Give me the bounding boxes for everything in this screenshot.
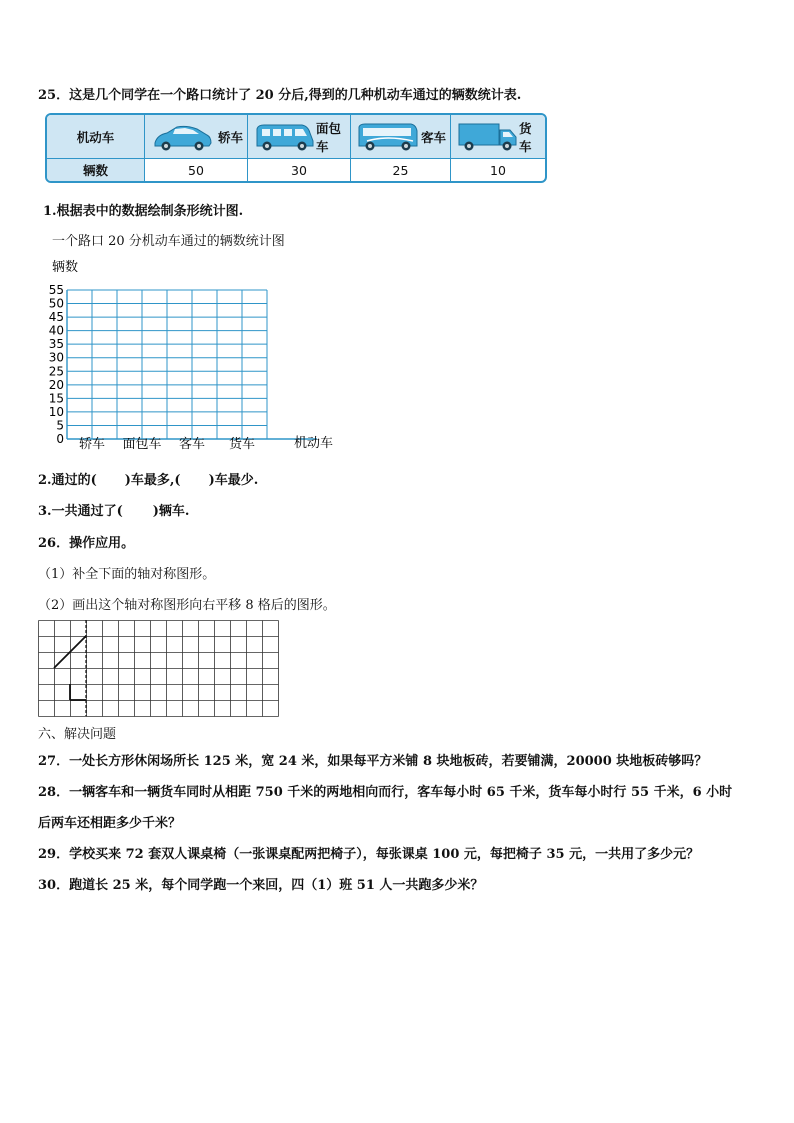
chart-x-tick-label: 轿车 bbox=[78, 437, 106, 452]
car-icon bbox=[151, 121, 213, 153]
chart-y-tick-label: 40 bbox=[48, 323, 64, 338]
chart-y-tick-label: 5 bbox=[56, 418, 64, 433]
chart-x-tick-label: 面包车 bbox=[122, 437, 162, 452]
symmetry-grid bbox=[38, 620, 286, 718]
symmetry-grid-lines bbox=[39, 621, 279, 717]
chart-y-tick-label: 25 bbox=[48, 364, 64, 379]
chart-x-tick-label: 客车 bbox=[178, 437, 206, 452]
q28-line2: 后两车还相距多少千米？ bbox=[38, 816, 182, 831]
q26-item2: （2）画出这个轴对称图形向右平移 8 格后的图形。 bbox=[38, 598, 336, 613]
q25-part3-a: 3.一共通过了( bbox=[38, 504, 123, 519]
q25-intro: 25．这是几个同学在一个路口统计了 20 分后,得到的几种机动车通过的辆数统计表. bbox=[38, 88, 522, 103]
table-header-count: 辆数 bbox=[47, 159, 145, 181]
chart-x-axis-label: 机动车 bbox=[294, 436, 334, 451]
vehicle-count-table bbox=[45, 113, 547, 183]
count-truck: 10 bbox=[490, 162, 506, 178]
count-van: 30 bbox=[248, 159, 351, 181]
bus-icon bbox=[357, 121, 419, 153]
chart-y-tick-label: 45 bbox=[48, 310, 64, 325]
q29: 29．学校买来 72 套双人课桌椅（一张课桌配两把椅子），每张课桌 100 元，每把椅子 35 元，一共用了多少元？ bbox=[38, 847, 700, 862]
bar-chart bbox=[30, 255, 360, 455]
chart-y-axis-label: 辆数 bbox=[52, 260, 79, 275]
chart-y-tick-label: 15 bbox=[48, 391, 64, 406]
count-bus: 25 bbox=[351, 159, 451, 181]
q30: 30．跑道长 25 米，每个同学跑一个来回，四（1）班 51 人一共跑多少米？ bbox=[38, 878, 484, 893]
table-header-van bbox=[248, 115, 351, 159]
q25-part3 bbox=[38, 500, 189, 519]
vehicle-label-truck: 货车 bbox=[519, 120, 532, 154]
q25-part2-b: )车最多,( bbox=[124, 473, 181, 488]
table-header-car bbox=[145, 115, 248, 159]
chart-x-tick-label: 货车 bbox=[228, 437, 256, 452]
truck-icon bbox=[457, 121, 519, 153]
chart-y-tick-label: 35 bbox=[48, 337, 64, 352]
section6-heading: 六、解决问题 bbox=[38, 727, 117, 742]
q25-part1: 1.根据表中的数据绘制条形统计图. bbox=[43, 204, 244, 219]
q25-part2-a: 2.通过的( bbox=[38, 473, 97, 488]
chart-y-tick-label: 50 bbox=[48, 296, 64, 311]
van-icon bbox=[254, 121, 316, 153]
chart-y-tick-label: 20 bbox=[48, 377, 64, 392]
table-header-bus bbox=[351, 115, 451, 159]
q26-item1: （1）补全下面的轴对称图形。 bbox=[38, 567, 216, 582]
vehicle-label-van: 面包车 bbox=[316, 120, 342, 154]
chart-y-ticks bbox=[49, 283, 64, 446]
chart-grid bbox=[67, 290, 317, 439]
q25-part2-c: )车最少. bbox=[208, 473, 259, 488]
q26-title: 26．操作应用。 bbox=[38, 536, 135, 551]
table-header-vehicle: 机动车 bbox=[47, 115, 145, 159]
chart-y-tick-label: 55 bbox=[48, 283, 64, 297]
vehicle-label-car: 轿车 bbox=[217, 129, 243, 145]
q28-line1: 28．一辆客车和一辆货车同时从相距 750 千米的两地相向而行，客车每小时 65 千米，货车每小时行 55 千米，6 小时 bbox=[38, 785, 733, 800]
chart-y-tick-label: 10 bbox=[48, 404, 64, 419]
chart-y-tick-label: 0 bbox=[56, 432, 64, 446]
q25-part3-b: )辆车. bbox=[152, 504, 190, 519]
table-header-truck bbox=[451, 115, 545, 159]
chart-title: 一个路口 20 分机动车通过的辆数统计图 bbox=[52, 234, 285, 249]
count-car: 50 bbox=[145, 159, 248, 181]
figure-diagonal-segment bbox=[54, 636, 86, 668]
q25-part2 bbox=[38, 469, 258, 488]
vehicle-label-bus: 客车 bbox=[420, 129, 446, 145]
chart-y-tick-label: 30 bbox=[48, 350, 64, 365]
q27: 27．一处长方形休闲场所长 125 米，宽 24 米，如果每平方米铺 8 块地板砖，若要铺满，20000 块地板砖够吗？ bbox=[38, 754, 708, 769]
